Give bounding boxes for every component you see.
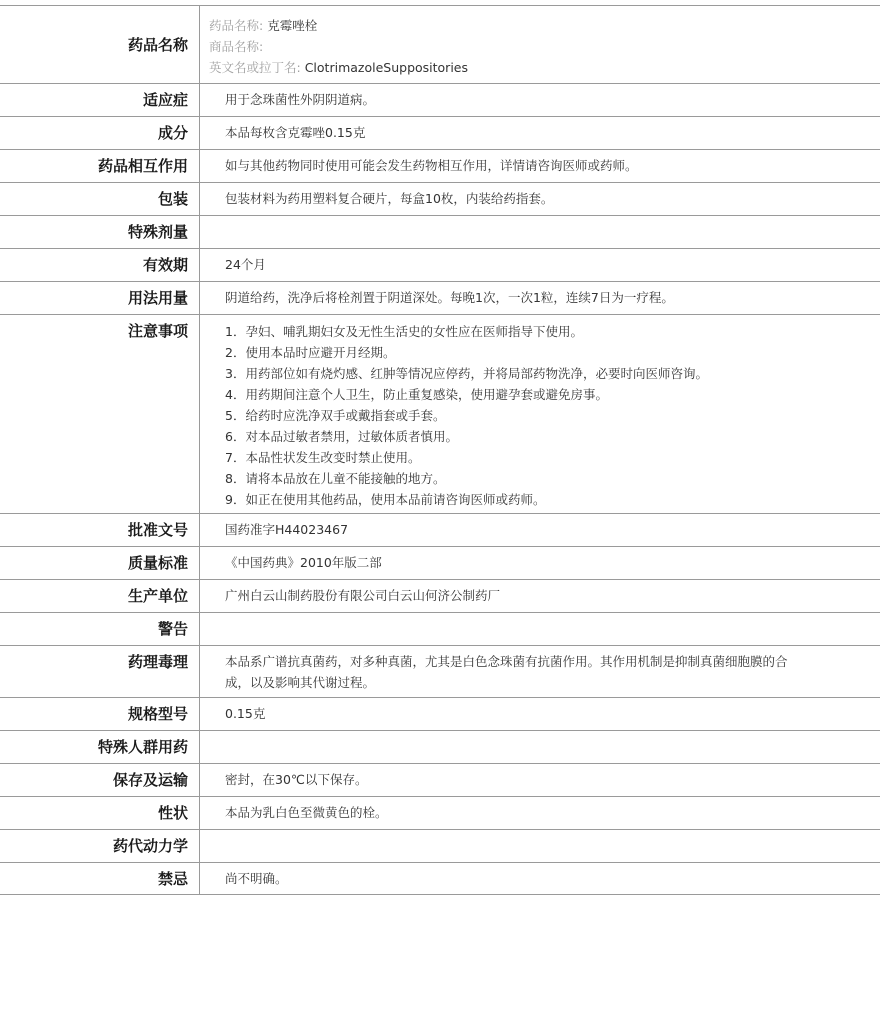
row-label: 质量标准 <box>0 547 200 579</box>
row-warning <box>0 612 880 645</box>
row-label: 性状 <box>0 797 200 829</box>
english-name-line <box>209 57 880 78</box>
row-label: 药代动力学 <box>0 830 200 862</box>
drug-name-values <box>200 6 880 83</box>
row-value: 尚不明确。 <box>225 871 288 886</box>
row-storage <box>0 763 880 796</box>
generic-name-key: 药品名称: <box>209 18 264 33</box>
row-label: 保存及运输 <box>0 764 200 796</box>
row-drug-name <box>0 5 880 83</box>
precaution-item: 5．给药时应洗净双手或戴指套或手套。 <box>225 408 446 423</box>
row-label: 药品名称 <box>0 6 200 83</box>
row-value: 《中国药典》2010年版二部 <box>225 555 382 570</box>
drug-info-table <box>0 5 880 895</box>
row-value: 阴道给药，洗净后将栓剂置于阴道深处。每晚1次，一次1粒，连续7日为一疗程。 <box>225 290 674 305</box>
precaution-item: 9．如正在使用其他药品，使用本品前请咨询医师或药师。 <box>225 492 546 507</box>
row-label: 有效期 <box>0 249 200 281</box>
generic-name-value: 克霉唑栓 <box>267 18 318 33</box>
precaution-item: 2．使用本品时应避开月经期。 <box>225 345 396 360</box>
row-label: 批准文号 <box>0 514 200 546</box>
row-spec <box>0 697 880 730</box>
row-value: 密封，在30℃以下保存。 <box>225 772 368 787</box>
row-label: 规格型号 <box>0 698 200 730</box>
english-name-value: ClotrimazoleSuppositories <box>304 60 468 75</box>
row-ingredients <box>0 116 880 149</box>
row-label: 警告 <box>0 613 200 645</box>
precaution-item: 1．孕妇、哺乳期妇女及无性生活史的女性应在医师指导下使用。 <box>225 324 583 339</box>
row-interactions <box>0 149 880 182</box>
row-validity <box>0 248 880 281</box>
row-label: 用法用量 <box>0 282 200 314</box>
precautions-list <box>200 315 880 513</box>
row-pharmacokinetics <box>0 829 880 862</box>
row-value: 24个月 <box>225 257 266 272</box>
row-precautions <box>0 314 880 513</box>
row-label: 特殊剂量 <box>0 216 200 248</box>
row-label: 禁忌 <box>0 863 200 894</box>
row-value <box>200 731 880 763</box>
row-pharmacology <box>0 645 880 697</box>
row-label: 药品相互作用 <box>0 150 200 182</box>
row-value <box>200 216 880 248</box>
row-value: 包装材料为药用塑料复合硬片，每盒10枚，内装给药指套。 <box>225 191 554 206</box>
row-label: 包装 <box>0 183 200 215</box>
generic-name-line <box>209 15 880 36</box>
english-name-key: 英文名或拉丁名: <box>209 60 301 75</box>
precaution-item: 8．请将本品放在儿童不能接触的地方。 <box>225 471 446 486</box>
row-label: 注意事项 <box>0 315 200 513</box>
row-dosage <box>0 281 880 314</box>
row-special-dose <box>0 215 880 248</box>
row-label: 药理毒理 <box>0 646 200 697</box>
row-value <box>200 830 880 862</box>
row-label: 特殊人群用药 <box>0 731 200 763</box>
row-label: 生产单位 <box>0 580 200 612</box>
row-appearance <box>0 796 880 829</box>
row-packaging <box>0 182 880 215</box>
precaution-item: 3．用药部位如有烧灼感、红肿等情况应停药，并将局部药物洗净，必要时向医师咨询。 <box>225 366 708 381</box>
precaution-item: 4．用药期间注意个人卫生，防止重复感染，使用避孕套或避免房事。 <box>225 387 608 402</box>
row-value: 如与其他药物同时使用可能会发生药物相互作用，详情请咨询医师或药师。 <box>225 158 638 173</box>
row-value: 用于念珠菌性外阴阴道病。 <box>225 92 376 107</box>
row-contraindications <box>0 862 880 895</box>
row-value <box>200 613 880 645</box>
row-value: 0.15克 <box>225 706 266 721</box>
row-label: 成分 <box>0 117 200 149</box>
row-value: 本品为乳白色至微黄色的栓。 <box>225 805 388 820</box>
row-label: 适应症 <box>0 84 200 116</box>
row-approval <box>0 513 880 546</box>
row-standard <box>0 546 880 579</box>
precaution-item: 6．对本品过敏者禁用，过敏体质者慎用。 <box>225 429 458 444</box>
trade-name-line <box>209 36 880 57</box>
row-value: 本品每枚含克霉唑0.15克 <box>225 125 366 140</box>
row-value: 本品系广谱抗真菌药，对多种真菌，尤其是白色念珠菌有抗菌作用。其作用机制是抑制真菌细胞膜的合成，以及影响其代谢过程。 <box>225 654 788 690</box>
row-indication <box>0 83 880 116</box>
row-value: 广州白云山制药股份有限公司白云山何济公制药厂 <box>225 588 501 603</box>
precaution-item: 7．本品性状发生改变时禁止使用。 <box>225 450 421 465</box>
trade-name-key: 商品名称: <box>209 39 264 54</box>
row-value: 国药准字H44023467 <box>225 522 349 537</box>
row-manufacturer <box>0 579 880 612</box>
row-special-population <box>0 730 880 763</box>
